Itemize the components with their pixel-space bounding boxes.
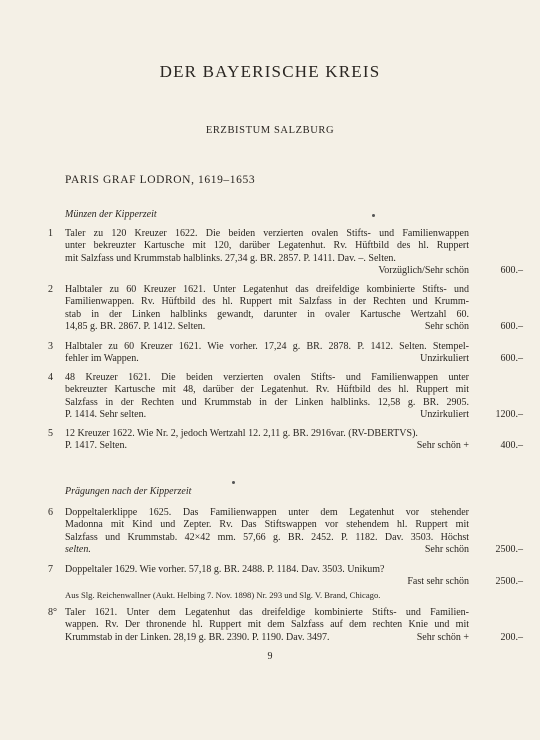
page-number: 9 bbox=[267, 651, 273, 662]
catalog-entry bbox=[48, 228, 469, 278]
entry-number: 1 bbox=[48, 228, 53, 239]
catalog-entry bbox=[48, 507, 469, 557]
entry-number: 3 bbox=[48, 341, 53, 352]
entry-text-line: P. 1417. Selten. bbox=[65, 440, 127, 452]
entry-text-line: unter bekreuzter Kartusche mit 120, darüber Legatenhut. Rv. Hüftbild des hl. Ruppert bbox=[65, 240, 469, 252]
dot-mark bbox=[232, 481, 235, 484]
entry-text-line: Doppeltaler 1629. Wie vorher. 57,18 g. BR. 2488. P. 1184. Dav. 3503. Unikum? bbox=[65, 564, 385, 575]
entry-price: 600.– bbox=[500, 353, 523, 364]
entry-text-line: bekreuzter Kartusche mit 48, darüber der Legatenhut. Rv. Hüftbild des hl. Ruppert mit bbox=[65, 384, 469, 396]
entry-grade: Unzirkuliert bbox=[420, 353, 469, 365]
entry-price: 1200.– bbox=[495, 409, 523, 420]
entry-text-line: 12 Kreuzer 1622. Wie Nr. 2, jedoch Wertzahl 12. 2,11 g. BR. 2916var. (RV-DBERTVS). bbox=[65, 428, 418, 439]
entry-grade: Fast sehr schön bbox=[407, 576, 469, 588]
entry-price: 2500.– bbox=[495, 544, 523, 555]
entry-number: 2 bbox=[48, 284, 53, 295]
catalog-entry bbox=[48, 428, 469, 453]
entry-text-line: Halbtaler zu 60 Kreuzer 1621. Unter Legatenhut das dreifeldige kombinierte Stifts- und bbox=[65, 284, 469, 295]
ruler-heading: PARIS GRAF LODRON, 1619–1653 bbox=[65, 174, 256, 186]
entry-number: 7 bbox=[48, 564, 53, 575]
section-heading-nach-kipperzeit: Prägungen nach der Kipperzeit bbox=[65, 486, 192, 497]
entry-grade: Sehr schön + bbox=[416, 440, 469, 452]
entry-text-line: mit Salzfass und Krummstab halblinks. 27,34 g. BR. 2857. P. 1411. Dav. –. Selten. bbox=[65, 252, 396, 264]
entry-number: 6 bbox=[48, 507, 53, 518]
entry-grade: Unzirkuliert bbox=[420, 409, 469, 421]
entry-text-line: Salzfass in der Rechten und Krummstab in der Linken halblinks. 12,58 g. BR. 2905. bbox=[65, 396, 469, 408]
subheading: ERZBISTUM SALZBURG bbox=[205, 125, 335, 136]
section-heading-kipperzeit: Münzen der Kipperzeit bbox=[65, 209, 157, 220]
entry-text-line: Doppeltalerklippe 1625. Das Familienwappen unter dem Legatenhut vor stehender bbox=[65, 507, 469, 518]
entry-text-line: Salzfass und Krummstab. 42×42 mm. 57,66 g. BR. 2452. P. 1182. Dav. 3503. Höchst bbox=[65, 531, 469, 543]
entry-price: 600.– bbox=[500, 321, 523, 332]
catalog-entry bbox=[48, 284, 469, 334]
page-heading: DER BAYERISCHE KREIS bbox=[159, 62, 381, 81]
entry-number: 5 bbox=[48, 428, 53, 439]
entry-text-line: Familienwappen. Rv. Hüftbild des hl. Ruppert mit Salzfass in der Rechten und Krumm- bbox=[65, 296, 469, 308]
entry-text-line: selten. bbox=[65, 544, 91, 556]
entry-price: 200.– bbox=[500, 632, 523, 643]
entry-grade: Vorzüglich/Sehr schön bbox=[378, 265, 469, 277]
catalog-entry bbox=[48, 341, 469, 366]
entry-text-line: wappen. Rv. Der thronende hl. Ruppert mit dem Salzfass auf dem rechten Knie und mit bbox=[65, 619, 469, 631]
entry-price: 2500.– bbox=[495, 576, 523, 587]
entry-text-line: Taler 1621. Unter dem Legatenhut das dreifeldige kombinierte Stifts- und Familien- bbox=[65, 607, 469, 618]
entry-provenance-note: Aus Slg. Reichenwallner (Aukt. Helbing 7. Nov. 1898) Nr. 293 und Slg. V. Brand, Chicago. bbox=[65, 589, 381, 600]
catalog-entry bbox=[48, 607, 469, 644]
catalog-entry bbox=[48, 372, 469, 422]
entry-text-line: stab in der Linken halblinks gewandt, darunter in ovaler Kartusche Wertzahl 60. bbox=[65, 308, 469, 320]
entry-text-line: Halbtaler zu 60 Kreuzer 1621. Wie vorher. 17,24 g. BR. 2878. P. 1412. Selten. Stempel- bbox=[65, 341, 469, 352]
entry-grade: Sehr schön + bbox=[416, 631, 469, 643]
entry-price: 600.– bbox=[500, 265, 523, 276]
entry-text-line: Madonna mit Kind und Zepter. Rv. Das Stiftswappen vor stehendem hl. Ruppert mit bbox=[65, 519, 469, 531]
entry-text-line: 14,85 g. BR. 2867. P. 1412. Selten. bbox=[65, 321, 206, 333]
entry-text-line: 48 Kreuzer 1621. Die beiden verzierten ovalen Stifts- und Familienwappen unter bbox=[65, 372, 469, 383]
entry-text-line: Krummstab in der Linken. 28,19 g. BR. 2390. P. 1190. Dav. 3497. bbox=[65, 631, 330, 643]
entry-grade: Sehr schön bbox=[424, 321, 469, 333]
entry-grade: Sehr schön bbox=[424, 544, 469, 556]
dot-mark bbox=[372, 214, 375, 217]
entry-text-line: Taler zu 120 Kreuzer 1622. Die beiden verzierten ovalen Stifts- und Familienwappen bbox=[65, 228, 469, 239]
entry-number: 4 bbox=[48, 372, 53, 383]
entry-price: 400.– bbox=[500, 440, 523, 451]
entry-text-line: fehler im Wappen. bbox=[65, 353, 139, 365]
catalog-entry bbox=[48, 564, 469, 601]
entry-number: 8° bbox=[48, 607, 57, 618]
entry-text-line: P. 1414. Sehr selten. bbox=[65, 409, 147, 421]
